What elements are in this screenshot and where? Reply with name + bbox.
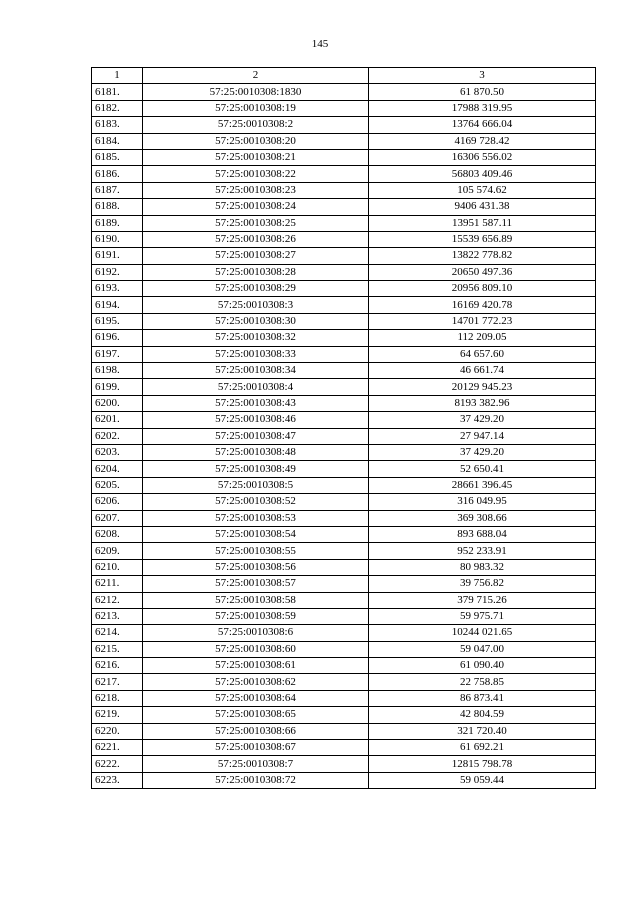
cadastral-number: 57:25:0010308:58 <box>143 592 369 608</box>
table-row <box>92 543 596 559</box>
row-number: 6223. <box>92 772 143 788</box>
column-header-2: 2 <box>143 68 369 84</box>
row-number: 6197. <box>92 346 143 362</box>
cadastral-value: 4169 728.42 <box>369 133 596 149</box>
row-number: 6222. <box>92 756 143 772</box>
table-row <box>92 199 596 215</box>
table-row <box>92 690 596 706</box>
cadastral-value: 379 715.26 <box>369 592 596 608</box>
row-number: 6209. <box>92 543 143 559</box>
cadastral-number: 57:25:0010308:19 <box>143 100 369 116</box>
cadastral-number: 57:25:0010308:62 <box>143 674 369 690</box>
row-number: 6187. <box>92 182 143 198</box>
cadastral-number: 57:25:0010308:61 <box>143 658 369 674</box>
cadastral-number: 57:25:0010308:23 <box>143 182 369 198</box>
table-row <box>92 379 596 395</box>
table-row <box>92 313 596 329</box>
cadastral-number: 57:25:0010308:29 <box>143 281 369 297</box>
cadastral-number: 57:25:0010308:21 <box>143 149 369 165</box>
cadastral-value: 59 059.44 <box>369 772 596 788</box>
row-number: 6203. <box>92 444 143 460</box>
cadastral-number: 57:25:0010308:64 <box>143 690 369 706</box>
cadastral-number: 57:25:0010308:54 <box>143 526 369 542</box>
cadastral-value: 13951 587.11 <box>369 215 596 231</box>
table-row <box>92 133 596 149</box>
cadastral-value: 14701 772.23 <box>369 313 596 329</box>
table-row <box>92 494 596 510</box>
table-row <box>92 461 596 477</box>
cadastral-value: 952 233.91 <box>369 543 596 559</box>
table-row <box>92 592 596 608</box>
cadastral-number: 57:25:0010308:65 <box>143 707 369 723</box>
table-row <box>92 559 596 575</box>
cadastral-value: 39 756.82 <box>369 576 596 592</box>
table-row <box>92 510 596 526</box>
cadastral-number: 57:25:0010308:28 <box>143 264 369 280</box>
cadastral-value: 59 047.00 <box>369 641 596 657</box>
cadastral-value: 42 804.59 <box>369 707 596 723</box>
cadastral-value: 56803 409.46 <box>369 166 596 182</box>
cadastral-value: 12815 798.78 <box>369 756 596 772</box>
row-number: 6195. <box>92 313 143 329</box>
row-number: 6183. <box>92 117 143 133</box>
row-number: 6219. <box>92 707 143 723</box>
cadastral-value: 16306 556.02 <box>369 149 596 165</box>
row-number: 6215. <box>92 641 143 657</box>
cadastral-number: 57:25:0010308:55 <box>143 543 369 559</box>
cadastral-value: 112 209.05 <box>369 330 596 346</box>
cadastral-value: 61 692.21 <box>369 740 596 756</box>
row-number: 6182. <box>92 100 143 116</box>
table-row <box>92 412 596 428</box>
cadastral-number: 57:25:0010308:30 <box>143 313 369 329</box>
table-row <box>92 625 596 641</box>
cadastral-number: 57:25:0010308:5 <box>143 477 369 493</box>
cadastral-value: 20650 497.36 <box>369 264 596 280</box>
row-number: 6216. <box>92 658 143 674</box>
table-row <box>92 772 596 788</box>
row-number: 6200. <box>92 395 143 411</box>
table-body <box>92 84 596 789</box>
cadastral-number: 57:25:0010308:34 <box>143 363 369 379</box>
cadastral-number: 57:25:0010308:25 <box>143 215 369 231</box>
cadastral-number: 57:25:0010308:60 <box>143 641 369 657</box>
table-row <box>92 149 596 165</box>
table-row <box>92 674 596 690</box>
row-number: 6199. <box>92 379 143 395</box>
table-row <box>92 231 596 247</box>
table-row <box>92 641 596 657</box>
cadastral-value: 10244 021.65 <box>369 625 596 641</box>
row-number: 6192. <box>92 264 143 280</box>
cadastral-value: 13764 666.04 <box>369 117 596 133</box>
row-number: 6190. <box>92 231 143 247</box>
table-row <box>92 330 596 346</box>
cadastral-value: 20129 945.23 <box>369 379 596 395</box>
cadastral-number: 57:25:0010308:33 <box>143 346 369 362</box>
cadastral-value: 46 661.74 <box>369 363 596 379</box>
cadastral-number: 57:25:0010308:72 <box>143 772 369 788</box>
cadastral-value: 316 049.95 <box>369 494 596 510</box>
cadastral-value: 893 688.04 <box>369 526 596 542</box>
cadastral-value: 22 758.85 <box>369 674 596 690</box>
cadastral-number: 57:25:0010308:32 <box>143 330 369 346</box>
table-row <box>92 297 596 313</box>
cadastral-number: 57:25:0010308:6 <box>143 625 369 641</box>
cadastral-value: 105 574.62 <box>369 182 596 198</box>
table-row <box>92 215 596 231</box>
row-number: 6202. <box>92 428 143 444</box>
cadastral-value: 8193 382.96 <box>369 395 596 411</box>
table-row <box>92 281 596 297</box>
page-number: 145 <box>311 38 329 50</box>
table-row <box>92 658 596 674</box>
cadastral-number: 57:25:0010308:2 <box>143 117 369 133</box>
row-number: 6208. <box>92 526 143 542</box>
cadastral-value: 80 983.32 <box>369 559 596 575</box>
cadastral-number: 57:25:0010308:4 <box>143 379 369 395</box>
row-number: 6213. <box>92 608 143 624</box>
cadastral-number: 57:25:0010308:1830 <box>143 84 369 100</box>
cadastral-number: 57:25:0010308:46 <box>143 412 369 428</box>
table-row <box>92 428 596 444</box>
cadastral-number: 57:25:0010308:49 <box>143 461 369 477</box>
row-number: 6205. <box>92 477 143 493</box>
table-header-row <box>92 68 596 84</box>
cadastral-value: 27 947.14 <box>369 428 596 444</box>
table-row <box>92 740 596 756</box>
cadastral-number: 57:25:0010308:59 <box>143 608 369 624</box>
cadastral-value: 9406 431.38 <box>369 199 596 215</box>
table-row <box>92 117 596 133</box>
table-row <box>92 608 596 624</box>
table-row <box>92 182 596 198</box>
table-row <box>92 84 596 100</box>
column-header-3: 3 <box>369 68 596 84</box>
table-row <box>92 346 596 362</box>
cadastral-value: 52 650.41 <box>369 461 596 477</box>
row-number: 6193. <box>92 281 143 297</box>
row-number: 6189. <box>92 215 143 231</box>
cadastral-value: 37 429.20 <box>369 412 596 428</box>
table-row <box>92 526 596 542</box>
row-number: 6204. <box>92 461 143 477</box>
cadastral-number: 57:25:0010308:47 <box>143 428 369 444</box>
row-number: 6214. <box>92 625 143 641</box>
row-number: 6218. <box>92 690 143 706</box>
cadastral-number: 57:25:0010308:26 <box>143 231 369 247</box>
cadastral-number: 57:25:0010308:20 <box>143 133 369 149</box>
table-row <box>92 363 596 379</box>
row-number: 6194. <box>92 297 143 313</box>
cadastral-value: 61 870.50 <box>369 84 596 100</box>
cadastral-value: 86 873.41 <box>369 690 596 706</box>
row-number: 6185. <box>92 149 143 165</box>
cadastral-value: 17988 319.95 <box>369 100 596 116</box>
row-number: 6181. <box>92 84 143 100</box>
cadastral-number: 57:25:0010308:67 <box>143 740 369 756</box>
row-number: 6196. <box>92 330 143 346</box>
cadastral-number: 57:25:0010308:3 <box>143 297 369 313</box>
cadastral-value: 37 429.20 <box>369 444 596 460</box>
row-number: 6211. <box>92 576 143 592</box>
cadastral-number: 57:25:0010308:7 <box>143 756 369 772</box>
table-row <box>92 395 596 411</box>
table-row <box>92 100 596 116</box>
row-number: 6221. <box>92 740 143 756</box>
cadastral-number: 57:25:0010308:48 <box>143 444 369 460</box>
row-number: 6184. <box>92 133 143 149</box>
row-number: 6220. <box>92 723 143 739</box>
cadastral-value: 61 090.40 <box>369 658 596 674</box>
row-number: 6207. <box>92 510 143 526</box>
row-number: 6212. <box>92 592 143 608</box>
row-number: 6201. <box>92 412 143 428</box>
row-number: 6191. <box>92 248 143 264</box>
cadastral-value: 28661 396.45 <box>369 477 596 493</box>
cadastral-value: 64 657.60 <box>369 346 596 362</box>
cadastral-value: 16169 420.78 <box>369 297 596 313</box>
cadastral-value: 369 308.66 <box>369 510 596 526</box>
row-number: 6206. <box>92 494 143 510</box>
table-row <box>92 477 596 493</box>
cadastral-value: 59 975.71 <box>369 608 596 624</box>
cadastral-value-table <box>91 67 596 789</box>
cadastral-number: 57:25:0010308:22 <box>143 166 369 182</box>
cadastral-number: 57:25:0010308:56 <box>143 559 369 575</box>
table-row <box>92 576 596 592</box>
row-number: 6186. <box>92 166 143 182</box>
table-row <box>92 248 596 264</box>
row-number: 6198. <box>92 363 143 379</box>
table-row <box>92 723 596 739</box>
cadastral-value: 15539 656.89 <box>369 231 596 247</box>
table-row <box>92 444 596 460</box>
table-row <box>92 166 596 182</box>
row-number: 6217. <box>92 674 143 690</box>
cadastral-number: 57:25:0010308:43 <box>143 395 369 411</box>
cadastral-value: 20956 809.10 <box>369 281 596 297</box>
cadastral-number: 57:25:0010308:57 <box>143 576 369 592</box>
column-header-1: 1 <box>92 68 143 84</box>
cadastral-number: 57:25:0010308:27 <box>143 248 369 264</box>
table-row <box>92 264 596 280</box>
cadastral-number: 57:25:0010308:53 <box>143 510 369 526</box>
table-row <box>92 707 596 723</box>
cadastral-number: 57:25:0010308:52 <box>143 494 369 510</box>
cadastral-value: 321 720.40 <box>369 723 596 739</box>
cadastral-number: 57:25:0010308:66 <box>143 723 369 739</box>
cadastral-value: 13822 778.82 <box>369 248 596 264</box>
row-number: 6210. <box>92 559 143 575</box>
table-row <box>92 756 596 772</box>
row-number: 6188. <box>92 199 143 215</box>
cadastral-number: 57:25:0010308:24 <box>143 199 369 215</box>
